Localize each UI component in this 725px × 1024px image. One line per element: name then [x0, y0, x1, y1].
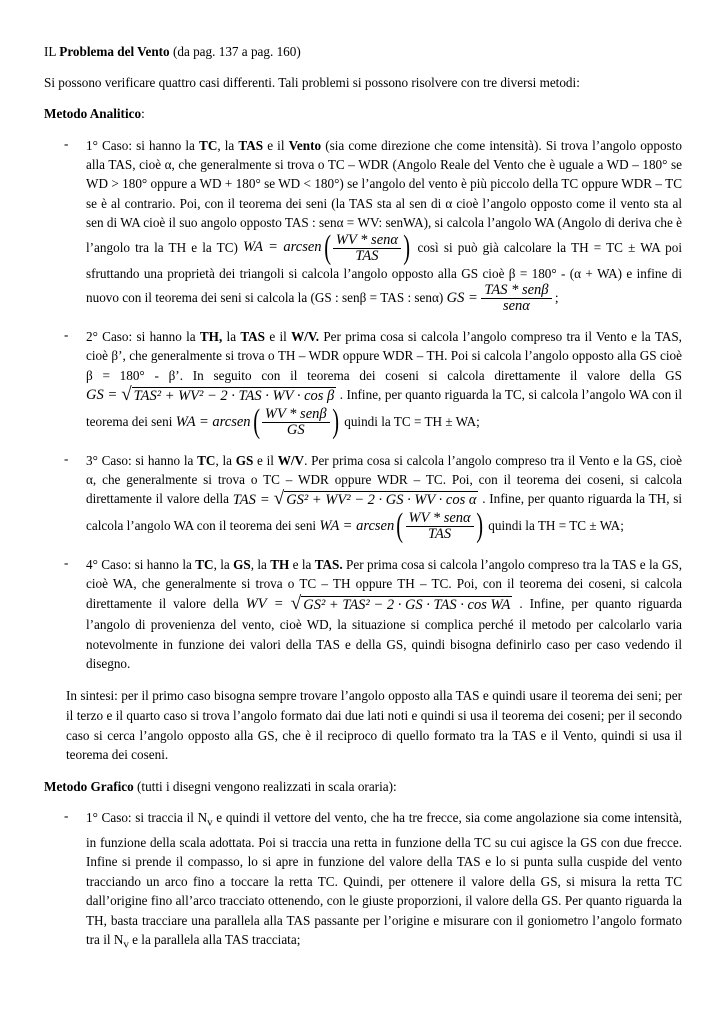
case-1-text: 1° Caso: si hanno la TC, la TAS e il Vento (sia come direzione che come intensità). Si trova l’angolo opposto alla TAS, cioè α, che generalmente si trova o TC – WDR (Angolo Reale del Vento che è uguale a WD – 180° se WD > 180° oppure a WD + 180° se WD < 180°) se l’angolo del vento è più piccolo della TC oppure WDR – TC se è al contrario. Poi, con il teorema dei seni (la TAS sta al sen di α cioè l’angolo opposto come il vento sta al sen di WA cioè il suo angolo opposto TAS : senα = WV: senWA), si calcola l’angolo WA (Angolo di deriva che è l’angolo tra la TH e la TC) WA = arcsen( $\frac{\text{WV * senα}}{\text{TAS}}$ ) così si può già calcolare la TH = TC ± WA poi sfruttando una proprietà dei triangoli si calcola l’angolo opposto alla GS cioè β = 180° - (α + WA) e infine di nuovo con il teorema dei seni si calcola la (GS : senβ = TAS : senα) GS = $\frac{\text{TAS * senβ}}{\text{senα}}$ ;: [86, 137, 682, 315]
title-bold: Problema del Vento: [59, 44, 170, 59]
document-title: [44, 42, 682, 61]
summary-text: In sintesi: per il primo caso bisogna sempre trovare l’angolo opposto alla TAS e quindi usare il teorema dei seni; per il terzo e il quarto caso si trova l’angolo formato dai due lati noti e quindi si usa il teorema dei coseni; per il secondo caso si cerca l’angolo opposto alla GS, che è il reciproco di quello formato tra la TAS e il Vento, quindi si usa il teorema dei coseni.: [66, 688, 682, 763]
formula-gs-cosine: GS = √ TAS² + WV² − 2 · TAS · WV · cos β: [86, 384, 335, 406]
list-dash: -: [64, 450, 69, 466]
list-dash: -: [64, 807, 69, 823]
analytic-case-2: [44, 327, 682, 441]
analytic-case-3: [44, 450, 683, 545]
case-3-text: 3° Caso: si hanno la TC, la GS e il W/V. Per prima cosa si calcola l’angolo compreso tra il Vento e la GS, cioè α, che generalmente si trova o TC – WDR oppure WDR – TC. Poi, con il teorema dei coseni, si calcola direttamente il valore della TAS = √ GS² + WV² − 2 · GS · WV · cos α . Infine, per quanto riguarda la TH, si calcola l’angolo WA con il teorema dei seni WA = arcsen( $\frac{\text{WV * senα}}{\text{TAS}}$ ) quindi la TH = TC ± WA;: [86, 452, 683, 545]
title-prefix: IL: [44, 44, 60, 59]
method-grafico-label: Metodo Grafico: [44, 778, 134, 794]
list-dash: -: [64, 135, 69, 151]
method-grafico-heading: [44, 777, 682, 796]
formula-gs-fraction: GS = $\frac{\text{TAS * senβ}}{\text{senα}}$: [447, 290, 552, 306]
formula-wa-arcsen: WA = arcsen( $\frac{\text{WV * senα}}{\text{TAS}}$ ): [243, 229, 411, 267]
graphic-case-1-text: 1° Caso: si traccia il $N_v$ e quindi il vettore del vento, che ha tre frecce, sia come angolazione sia come intensità, in funzione della scala adottata. Poi si traccia una retta in funzione della TC su cui agisce la GS con due frecce. Infine si prende il compasso, lo si apre in funzione del valore della TAS e lo si punta sulla cuspide del vento tracciando un arco fino a toccare la retta TC. Quindi, per ottenere il valore della GS, si misura la retta TC dall’origine fino all’arco tracciato ottenendo, con le giuste proporzioni, il valore della GS. Per quanto riguarda la TH, basta tracciare una parallela alla TAS passante per l’origine e misurare con il goniometro l’angolo formato tra il $N_v$ e la parallela alla TAS tracciata;: [86, 809, 682, 951]
method-analitico-label: Metodo Analitico: [44, 106, 142, 122]
case-4-text: 4° Caso: si hanno la TC, la GS, la TH e la TAS. Per prima cosa si calcola l’angolo compreso tra la TAS e la GS, cioè WA, che generalmente si trova o TC – TH oppure TH – TC. Poi, con il teorema dei coseni, si calcola direttamente il valore della WV = √ GS² + TAS² − 2 · GS · TAS · cos WA . Infine, per quanto riguarda l’angolo di provenienza del vento, cioè WD, la situazione si complica perché il metodo per calcolarlo varia notevolmente in funzione dei valori della TAS e della GS, quindi bisogna definirlo caso per caso vedendo il disegno.: [86, 556, 683, 671]
list-dash: -: [64, 554, 69, 570]
analytic-case-4: [44, 555, 682, 673]
formula-wa-arcsen: WA = arcsen( $\frac{\text{WV * senβ}}{GS}$ ): [175, 403, 339, 441]
title-suffix: (da pag. 137 a pag. 160): [169, 44, 301, 59]
list-dash: -: [64, 327, 69, 343]
method-analitico-heading: [44, 104, 682, 123]
formula-wv-cosine: WV = √ GS² + TAS² − 2 · GS · TAS · cos WA: [245, 592, 511, 614]
method-grafico-note: (tutti i disegni vengono realizzati in scala oraria):: [133, 778, 397, 794]
analytic-case-1: [44, 136, 682, 314]
summary-paragraph: [44, 686, 682, 764]
formula-wa-arcsen: WA = arcsen( $\frac{\text{WV * senα}}{\text{TAS}}$ ): [319, 507, 483, 545]
formula-tas-cosine: TAS = √ GS² + WV² − 2 · GS · WV · cos α: [232, 488, 477, 510]
case-2-text: 2° Caso: si hanno la TH, la TAS e il W/V. Per prima cosa si calcola l’angolo compreso tra il Vento e la TAS, cioè β’, che generalmente si trova o TH – WDR oppure WDR – TH. Poi si calcola l’angolo opposto alla GS cioè β = 180° - β’. In seguito con il teorema dei coseni si calcola direttamente il valore della GS GS = √ TAS² + WV² − 2 · TAS · WV · cos β . Infine, per quanto riguarda la TC, si calcola l’angolo WA con il teorema dei seni WA = arcsen( $\frac{\text{WV * senβ}}{GS}$ ) quindi la TC = TH ± WA;: [86, 329, 682, 441]
method-colon: :: [141, 106, 145, 122]
document-page: [44, 42, 682, 968]
intro-paragraph: Si possono verificare quattro casi differenti. Tali problemi si possono risolvere con tre diversi metodi:: [44, 75, 580, 91]
graphic-case-1: [44, 808, 682, 955]
